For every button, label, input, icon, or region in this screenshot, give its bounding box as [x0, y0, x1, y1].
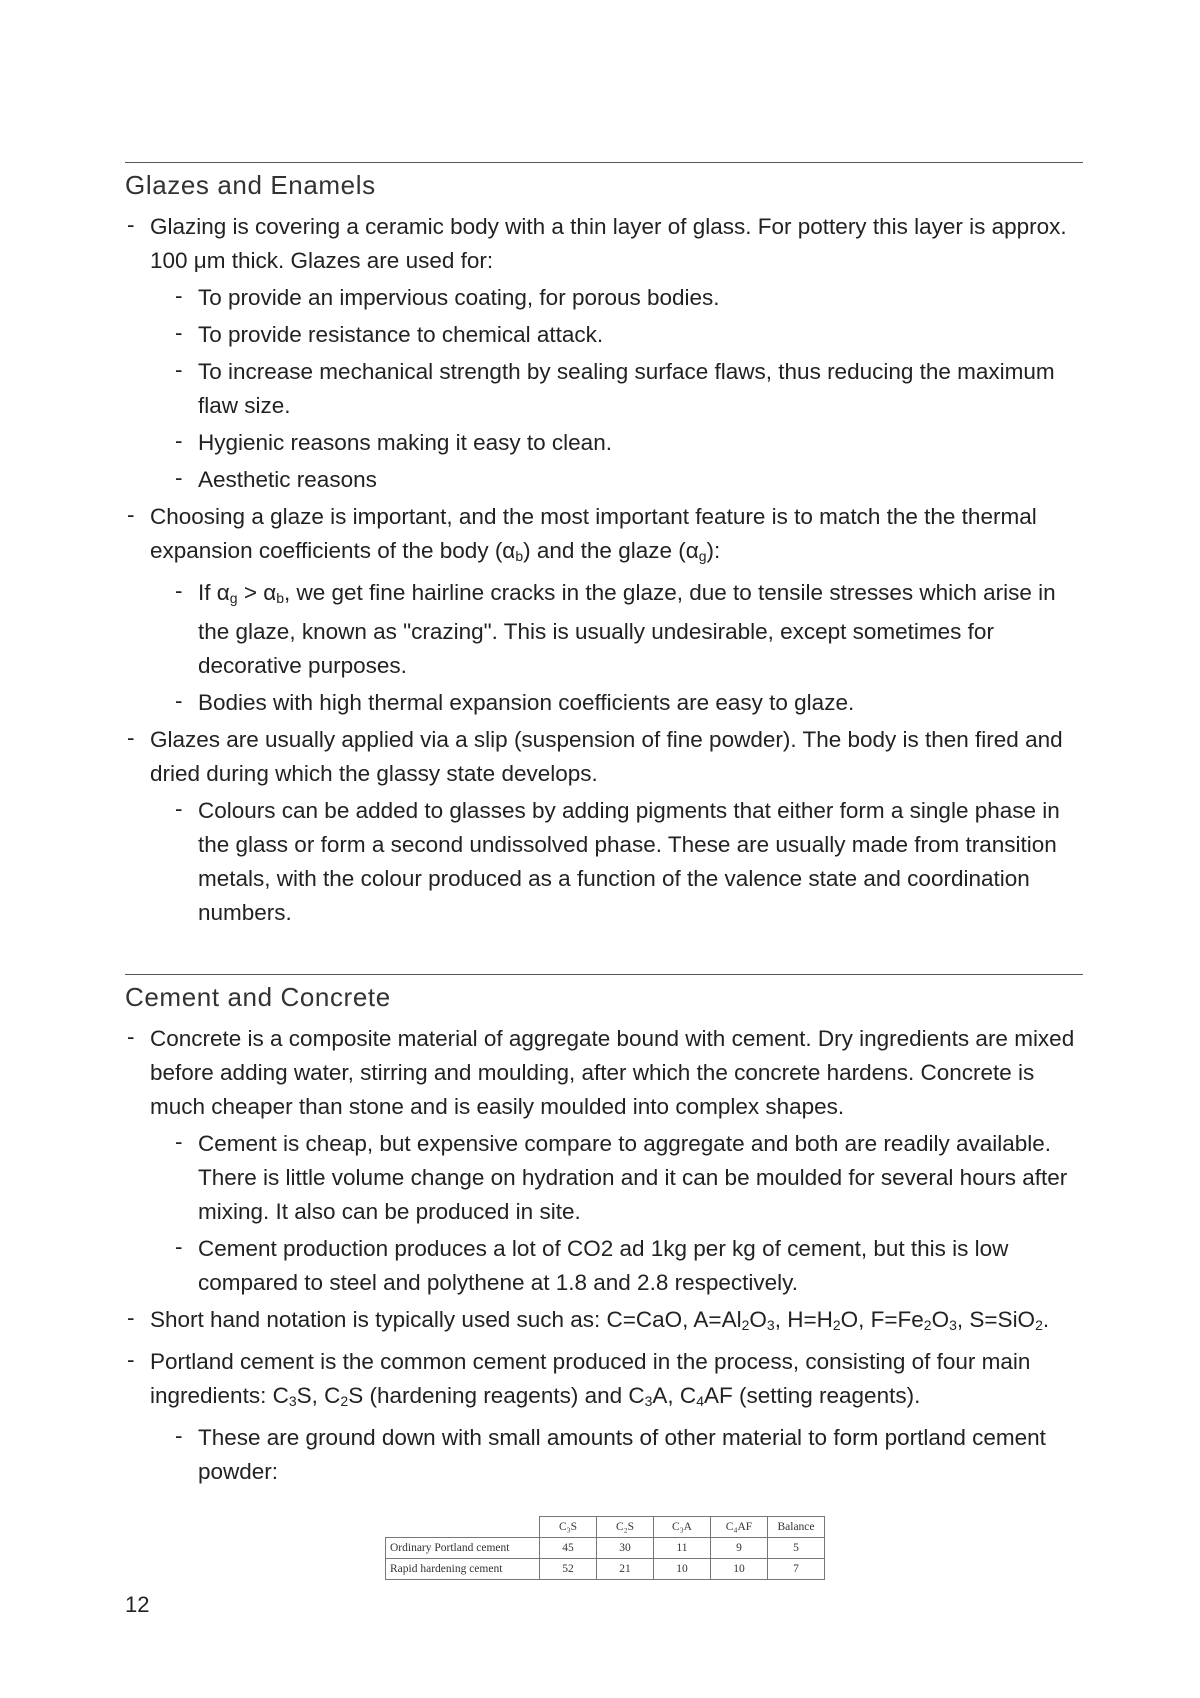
list-item: - Cement is cheap, but expensive compare to aggregate and both are readily available. There is little volume change on hydration and it can be moulded for several hours after mixing. It also can be produced in site.	[125, 1127, 1085, 1229]
list-item: - Glazes are usually applied via a slip (suspension of fine powder). The body is then fired and dried during which the glassy state develops.	[125, 723, 1085, 791]
cement-composition-table-wrap	[385, 1516, 825, 1580]
glazes-bullet-list	[125, 210, 1085, 933]
table-cell: 5	[768, 1538, 825, 1559]
table-header-row	[386, 1517, 825, 1538]
list-item: - These are ground down with small amounts of other material to form portland cement powder:	[125, 1421, 1085, 1489]
list-item: - Aesthetic reasons	[125, 463, 1085, 497]
column-header: C₃S	[540, 1517, 597, 1538]
list-item: - Concrete is a composite material of aggregate bound with cement. Dry ingredients are mixed before adding water, stirring and moulding, after which the concrete hardens. Concrete is much cheaper than stone and is easily moulded into complex shapes.	[125, 1022, 1085, 1124]
list-item: - Choosing a glaze is important, and the most important feature is to match the the thermal expansion coefficients of the body $(\alpha_b)$ and the glaze $(\alpha_g)$:	[125, 500, 1085, 573]
list-item: - To increase mechanical strength by sealing surface flaws, thus reducing the maximum flaw size.	[125, 355, 1085, 423]
section-divider	[125, 162, 1083, 163]
table-cell: 10	[711, 1559, 768, 1580]
table-cell: 7	[768, 1559, 825, 1580]
cement-bullet-list	[125, 1022, 1085, 1492]
section-title-cement: Cement and Concrete	[125, 982, 391, 1012]
table-cell: 45	[540, 1538, 597, 1559]
list-item: - Short hand notation is typically used such as: C=CaO, $A=Al_2O_3$, $H=H_2O$, $F=Fe_2O_3$, S=SiO$_2$.	[125, 1303, 1085, 1342]
list-item: - Cement production produces a lot of CO2 ad 1kg per kg of cement, but this is low compared to steel and polythene at 1.8 and 2.8 respectively.	[125, 1232, 1085, 1300]
section-divider	[125, 974, 1083, 975]
table-cell: 9	[711, 1538, 768, 1559]
table-cell: 10	[654, 1559, 711, 1580]
cement-composition-table	[385, 1516, 825, 1580]
list-item: - Portland cement is the common cement produced in the process, consisting of four main ingredients: $C_3S$, $C_2S$ (hardening reagents) and $C_3A$, $C_4AF$ (setting reagents).	[125, 1345, 1085, 1418]
page-number: 12	[125, 1592, 150, 1617]
column-header: C₄AF	[711, 1517, 768, 1538]
table-corner-cell	[386, 1517, 540, 1538]
list-item: - If $\alpha_g > \alpha_b$, we get fine hairline cracks in the glaze, due to tensile stresses which arise in the glaze, known as "crazing". This is usually undesirable, except sometimes for decorative purposes.	[125, 576, 1085, 683]
row-label: Ordinary Portland cement	[386, 1538, 540, 1559]
column-header: C₃A	[654, 1517, 711, 1538]
list-item: - Glazing is covering a ceramic body with a thin layer of glass. For pottery this layer is approx. 100 μm thick. Glazes are used for:	[125, 210, 1085, 278]
table-row	[386, 1559, 825, 1580]
list-item: - To provide resistance to chemical attack.	[125, 318, 1085, 352]
list-item: - Colours can be added to glasses by adding pigments that either form a single phase in the glass or form a second undissolved phase. These are usually made from transition metals, with the colour produced as a function of the valence state and coordination numbers.	[125, 794, 1085, 930]
table-cell: 52	[540, 1559, 597, 1580]
table-cell: 21	[597, 1559, 654, 1580]
list-item: - To provide an impervious coating, for porous bodies.	[125, 281, 1085, 315]
section-title-glazes: Glazes and Enamels	[125, 170, 376, 200]
list-item: - Bodies with high thermal expansion coefficients are easy to glaze.	[125, 686, 1085, 720]
row-label: Rapid hardening cement	[386, 1559, 540, 1580]
table-cell: 30	[597, 1538, 654, 1559]
table-cell: 11	[654, 1538, 711, 1559]
table-row	[386, 1538, 825, 1559]
list-item: - Hygienic reasons making it easy to clean.	[125, 426, 1085, 460]
column-header: Balance	[768, 1517, 825, 1538]
column-header: C₂S	[597, 1517, 654, 1538]
